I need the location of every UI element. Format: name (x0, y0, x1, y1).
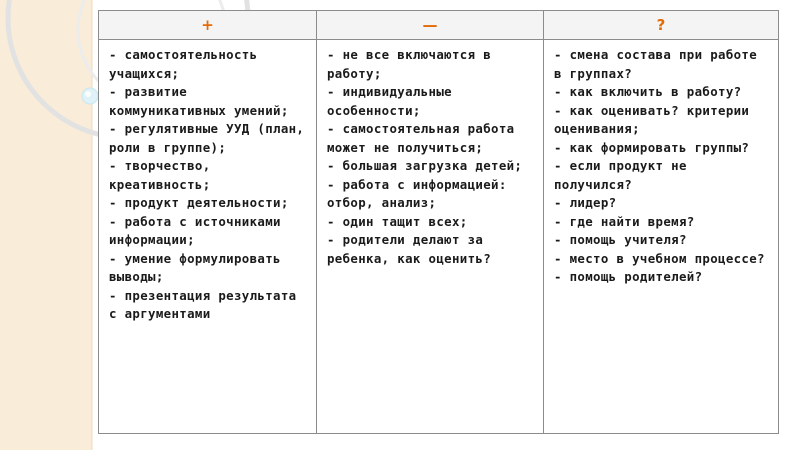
header-minus: — (317, 11, 544, 40)
advantage-item: - продукт деятельности; (109, 195, 289, 210)
question-item: - как оценивать? критерии оценивания; (554, 102, 750, 136)
header-question: ? (544, 11, 779, 40)
advantage-item: - регулятивные УУД (план, роли в группе); (109, 121, 305, 155)
question-item: - как формировать группы? (554, 139, 750, 155)
questions-list (554, 46, 770, 287)
disadvantage-item: - индивидуальные особенности; (327, 84, 452, 118)
disadvantages-list (327, 46, 535, 268)
column-advantages (99, 40, 317, 434)
disadvantage-item: - самостоятельная работа может не получиться; (327, 121, 515, 155)
disadvantage-item: - большая загрузка детей; (327, 158, 523, 173)
advantages-list (109, 46, 308, 324)
disadvantage-item: - один тащит всех; (327, 213, 468, 229)
advantage-item: - презентация результата с аргументами (109, 287, 297, 321)
disadvantage-item: - работа с информацией: отбор, анализ; (327, 176, 507, 210)
column-questions (544, 40, 779, 434)
advantage-item: - умение формулировать выводы; (109, 250, 281, 284)
disadvantage-item: - не все включаются в работу; (327, 47, 492, 81)
question-item: - где найти время? (554, 213, 695, 229)
advantage-item: - развитие коммуникативных умений; (109, 84, 289, 118)
pros-cons-questions-table (98, 10, 779, 434)
left-accent-panel (0, 0, 92, 450)
question-item: - если продукт не получился? (554, 158, 687, 192)
header-row (99, 11, 779, 40)
content-row (99, 40, 779, 434)
question-item: - место в учебном процессе? (554, 250, 765, 266)
advantage-item: - творчество, креативность; (109, 158, 211, 192)
advantage-item: - самостоятельность учащихся; (109, 47, 258, 81)
question-item: - помощь родителей? (554, 269, 703, 284)
disadvantage-item: - родители делают за ребенка, как оценить? (327, 232, 492, 266)
question-item: - смена состава при работе в группах? (554, 47, 758, 81)
question-item: - помощь учителя? (554, 232, 687, 247)
column-disadvantages (317, 40, 544, 434)
header-plus: + (99, 11, 317, 40)
question-item: - лидер? (554, 195, 617, 210)
decorative-orb-highlight (85, 91, 91, 97)
advantage-item: - работа с источниками информации; (109, 213, 281, 247)
question-item: - как включить в работу? (554, 84, 742, 99)
